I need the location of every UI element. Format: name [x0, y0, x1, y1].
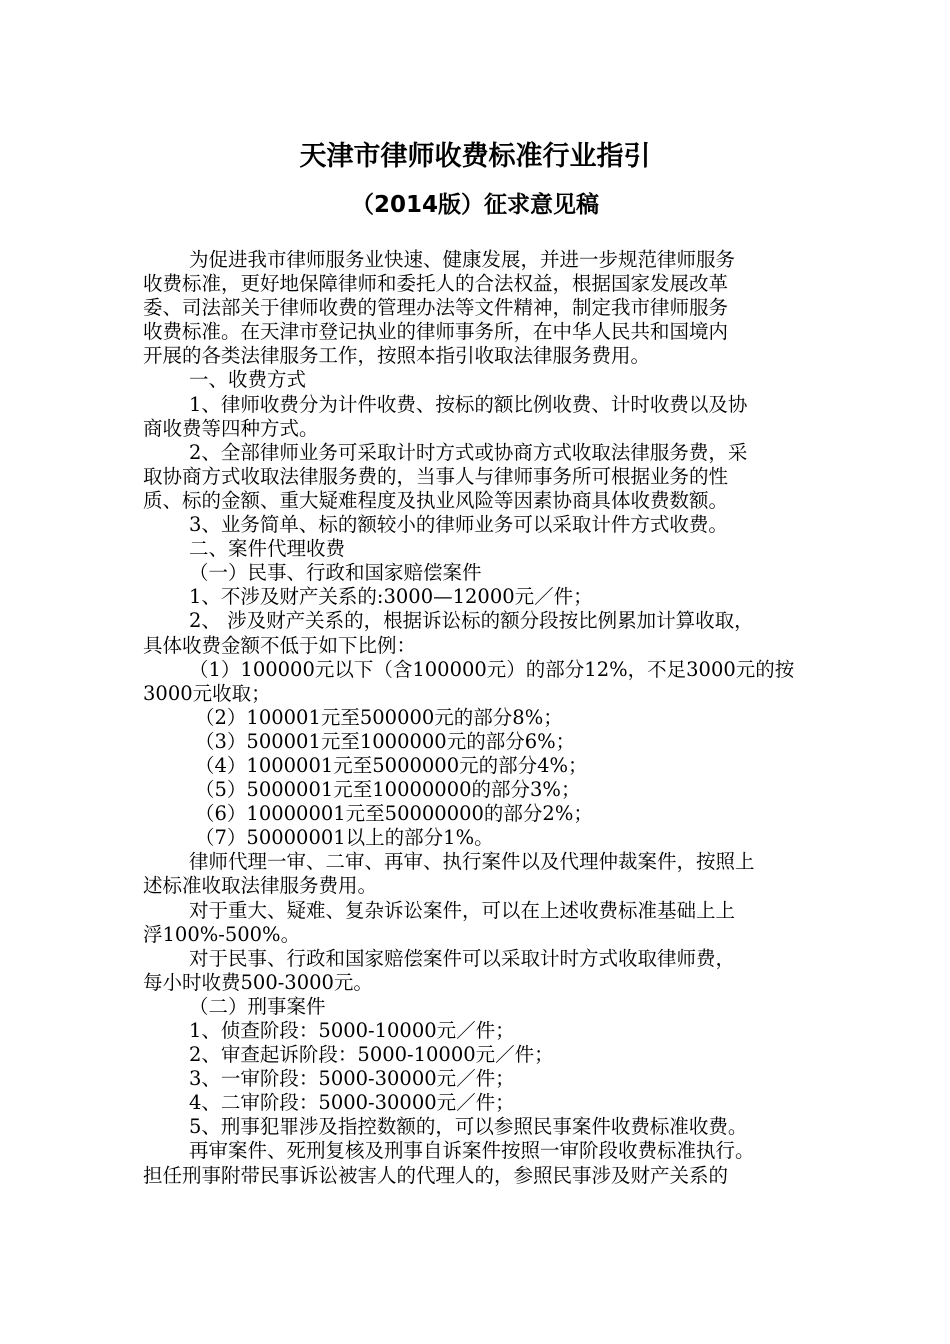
paragraph-line: （1）100000元以下（含100000元）的部分12%，不足3000元的按 — [189, 657, 795, 681]
paragraph-line: 一、收费方式 — [189, 368, 307, 392]
paragraph-line: （二）刑事案件 — [189, 994, 326, 1018]
paragraph-line: （7）50000001以上的部分1%。 — [195, 826, 494, 850]
paragraph-line: 3、业务简单、标的额较小的律师业务可以采取计件方式收费。 — [189, 513, 728, 537]
paragraph-line: 担任刑事附带民事诉讼被害人的代理人的，参照民事涉及财产关系的 — [143, 1163, 729, 1187]
paragraph-line: 3000元收取； — [143, 681, 271, 705]
paragraph-line: 商收费等四种方式。 — [143, 416, 319, 440]
paragraph-line: 2、全部律师业务可采取计时方式或协商方式收取法律服务费，采 — [189, 440, 748, 464]
paragraph-line: 律师代理一审、二审、再审、执行案件以及代理仲裁案件，按照上 — [189, 850, 755, 874]
paragraph-line: （5）5000001元至10000000的部分3%； — [195, 778, 581, 802]
paragraph-line: 3、一审阶段：5000-30000元／件； — [189, 1067, 515, 1091]
document-body — [143, 248, 813, 1188]
paragraph-line: 取协商方式收取法律服务费的，当事人与律师事务所可根据业务的性 — [143, 464, 729, 488]
paragraph-line: 委、司法部关于律师收费的管理办法等文件精神，制定我市律师服务 — [143, 296, 729, 320]
paragraph-line: 浮100%-500%。 — [143, 922, 301, 946]
paragraph-line: 述标准收取法律服务费用。 — [143, 874, 378, 898]
paragraph-line: 2、审查起诉阶段：5000-10000元／件； — [189, 1043, 554, 1067]
paragraph-line: 质、标的金额、重大疑难程度及执业风险等因素协商具体收费数额。 — [143, 488, 729, 512]
paragraph-line: 4、二审阶段：5000-30000元／件； — [189, 1091, 515, 1115]
paragraph-line: （3）500001元至1000000元的部分6%； — [195, 729, 576, 753]
paragraph-line: 收费标准。在天津市登记执业的律师事务所，在中华人民共和国境内 — [143, 320, 729, 344]
paragraph-line: （2）100001元至500000元的部分8%； — [195, 705, 563, 729]
paragraph-line: （4）1000001元至5000000元的部分4%； — [195, 753, 588, 777]
paragraph-line: 1、律师收费分为计件收费、按标的额比例收费、计时收费以及协 — [189, 392, 748, 416]
paragraph-line: 对于民事、行政和国家赔偿案件可以采取计时方式收取律师费， — [189, 946, 736, 970]
paragraph-line: 二、案件代理收费 — [189, 537, 346, 561]
paragraph-line: 收费标准，更好地保障律师和委托人的合法权益，根据国家发展改革 — [143, 272, 729, 296]
document-subtitle: （2014版）征求意见稿 — [350, 192, 599, 218]
paragraph-line: 2、 涉及财产关系的，根据诉讼标的额分段按比例累加计算收取， — [189, 609, 754, 633]
paragraph-line: 每小时收费500-3000元。 — [143, 970, 373, 994]
paragraph-line: 1、侦查阶段：5000-10000元／件； — [189, 1019, 515, 1042]
paragraph-line: 开展的各类法律服务工作，按照本指引收取法律服务费用。 — [143, 344, 651, 368]
paragraph-line: 为促进我市律师服务业快速、健康发展，并进一步规范律师服务 — [189, 248, 736, 271]
paragraph-line: 再审案件、死刑复核及刑事自诉案件按照一审阶段收费标准执行。 — [189, 1139, 755, 1163]
paragraph-line: 具体收费金额不低于如下比例： — [143, 633, 417, 657]
document-title: 天津市律师收费标准行业指引 — [299, 141, 651, 172]
paragraph-line: 1、不涉及财产关系的:3000—12000元／件； — [189, 585, 593, 609]
paragraph-line: 对于重大、疑难、复杂诉讼案件，可以在上述收费标准基础上上 — [189, 898, 736, 922]
paragraph-line: 5、刑事犯罪涉及指控数额的，可以参照民事案件收费标准收费。 — [189, 1115, 748, 1139]
paragraph-line: （6）10000001元至50000000的部分2%； — [195, 802, 593, 826]
paragraph-line: （一）民事、行政和国家赔偿案件 — [189, 561, 482, 585]
